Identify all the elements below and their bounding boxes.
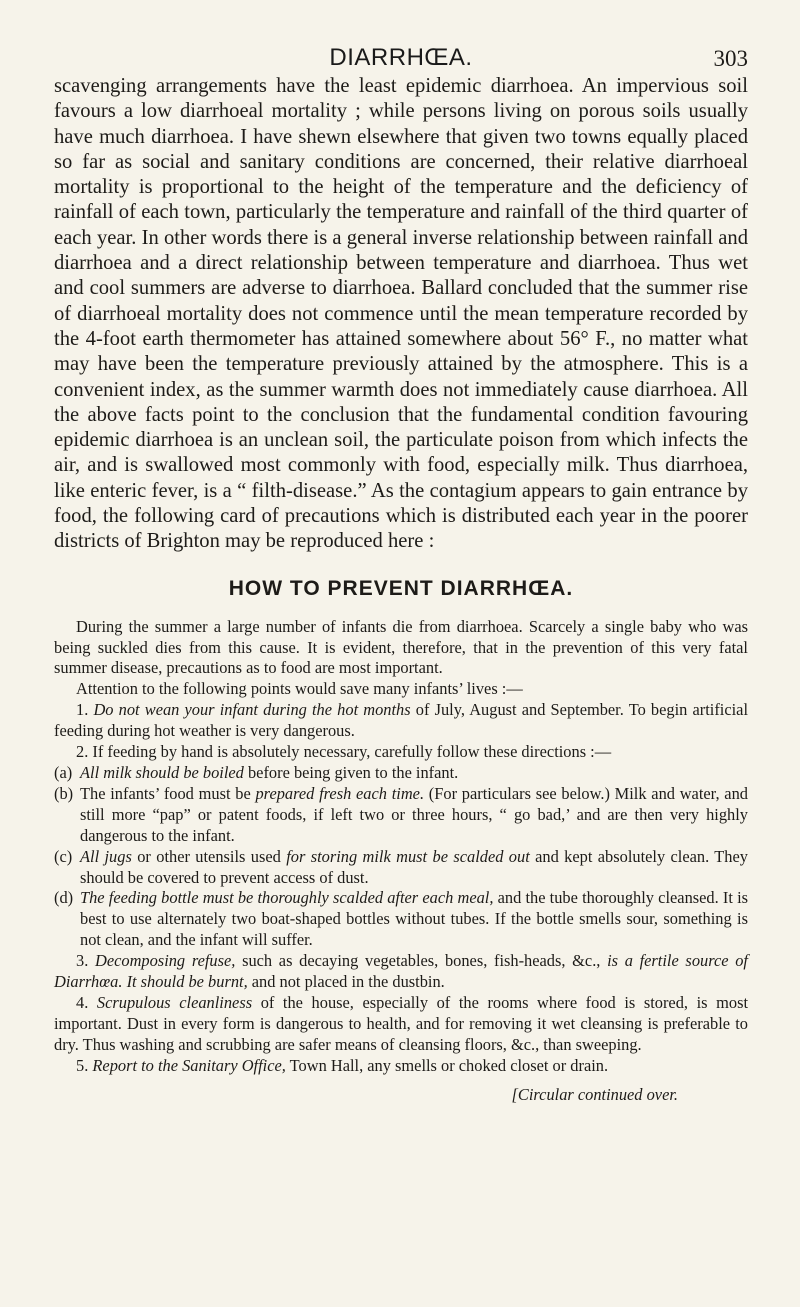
sub-b-text: (For particulars see below.) Milk and water, and still more “pap” or patent foods, if left two or three hours, “ go bad,’ and are then very highly dangerous to the infant. bbox=[80, 783, 748, 845]
item-4-emphasis: Scrupulous cleanliness bbox=[96, 992, 253, 1012]
item-3-emphasis-2: is a fertile source of Diarrhœa. It should be burnt, bbox=[54, 951, 748, 992]
sub-b-emphasis: prepared fresh each time. bbox=[255, 783, 425, 803]
running-head bbox=[54, 0, 748, 74]
card-intro-1: During the summer a large number of infants die from diarrhoea. Scarcely a single baby who was being suckled dies from this cause. It is evident, therefore, that in the prevention of this very fatal summer disease, precautions as to food are most important. bbox=[54, 616, 748, 678]
sub-d-emphasis: The feeding bottle must be thoroughly scalded after each meal, bbox=[80, 888, 494, 908]
sub-c-mid: or other utensils used bbox=[131, 846, 287, 866]
item-5-number: 5. bbox=[76, 1055, 89, 1075]
sub-c-emphasis-2: for storing milk must be scalded out bbox=[286, 846, 530, 866]
sub-b-pre: The infants’ food must be bbox=[80, 783, 256, 803]
item-4-text: of the house, especially of the rooms where food is stored, is most important. Dust in every form is dangerous to health, and for removing it wet cleansing is preferable to dry. Thus washing and scrubbing are safer means of cleansing floors, &c., than sweeping. bbox=[54, 992, 749, 1054]
body-paragraph: scavenging arrangements have the least epidemic diarrhoea. An impervious soil favours a low diarrhoeal mortality ; while persons living on porous soils usually have much diarrhoea. I have shewn elsewhere that given two towns equally placed so far as social and sanitary conditions are concerned, their relative diarrhoeal mortality is proportional to the height of the temperature and the deficiency of rainfall of each town, particularly the temperature and rainfall of the third quarter of each year. In other words there is a general inverse relationship between rainfall and diarrhoea and a direct relationship between temperature and diarrhoea. Thus wet and cool summers are adverse to diarrhoea. Ballard concluded that the summer rise of diarrhoeal mortality does not commence until the mean temperature recorded by the 4-foot earth thermometer has attained somewhere about 56° F., no matter what may have been the temperature previously attained by the atmosphere. This is a convenient index, as the summer warmth does not immediately cause diarrhoea. All the above facts point to the conclusion that the fundamental condition favouring epidemic diarrhoea is an unclean soil, the particulate poison from which infects the air, and is swallowed most commonly with food, especially milk. Thus diarrhoea, like enteric fever, is a “ filth-disease.” As the contagium appears to gain entrance by food, the following card of precautions which is distributed each year in the poorer districts of Brighton may be reproduced here : bbox=[54, 75, 748, 553]
card-item-1 bbox=[54, 700, 748, 742]
card-sub-c bbox=[54, 847, 748, 889]
continued-note: [Circular continued over. bbox=[511, 1084, 678, 1104]
item-4-number: 4. bbox=[76, 992, 89, 1012]
item-5-text: Town Hall, any smells or choked closet or drain. bbox=[285, 1055, 609, 1075]
item-1-number: 1. bbox=[76, 700, 89, 720]
sub-d-label: (d) bbox=[54, 888, 74, 908]
sub-b-label: (b) bbox=[54, 783, 74, 803]
running-title: DIARRHŒA. bbox=[329, 44, 473, 71]
card-item-5 bbox=[54, 1056, 748, 1077]
card-title: HOW TO PREVENT DIARRHŒA. bbox=[228, 576, 574, 600]
precautions-card bbox=[54, 577, 748, 1105]
card-sub-a bbox=[54, 763, 748, 784]
card-item-4 bbox=[54, 993, 748, 1056]
card-item-2: 2. If feeding by hand is absolutely necessary, carefully follow these directions :— bbox=[76, 742, 612, 762]
card-sub-d bbox=[54, 888, 748, 951]
sub-a-text: before being given to the infant. bbox=[243, 762, 459, 782]
sub-d-text: and the tube thoroughly cleansed. It is best to use alternately two boat-shaped bottles without tubes. If the bottle smells sour, something is not clean, and the infant will suffer. bbox=[80, 888, 749, 950]
sub-c-text: and kept absolutely clean. They should be covered to prevent access of dust. bbox=[80, 846, 748, 887]
sub-c-label: (c) bbox=[54, 846, 73, 866]
sub-c-emphasis-1: All jugs bbox=[80, 846, 132, 866]
card-sub-b bbox=[54, 784, 748, 847]
item-3-emphasis-1: Decomposing refuse, bbox=[95, 951, 236, 971]
item-5-emphasis: Report to the Sanitary Office, bbox=[92, 1055, 286, 1075]
item-3-number: 3. bbox=[76, 951, 89, 971]
item-3-text: and not placed in the dustbin. bbox=[247, 972, 445, 992]
sub-a-label: (a) bbox=[54, 762, 73, 782]
page-number: 303 bbox=[713, 46, 748, 71]
card-item-3 bbox=[54, 951, 748, 993]
body-text bbox=[54, 74, 748, 555]
item-1-text: of July, August and September. To begin artificial feeding during hot weather is very dangerous. bbox=[54, 700, 749, 741]
item-3-mid: such as decaying vegetables, bones, fish-heads, &c., bbox=[235, 951, 608, 971]
card-intro-2: Attention to the following points would save many infants’ lives :— bbox=[76, 679, 523, 699]
sub-a-emphasis: All milk should be boiled bbox=[80, 762, 244, 782]
item-1-emphasis: Do not wean your infant during the hot months bbox=[93, 700, 411, 720]
